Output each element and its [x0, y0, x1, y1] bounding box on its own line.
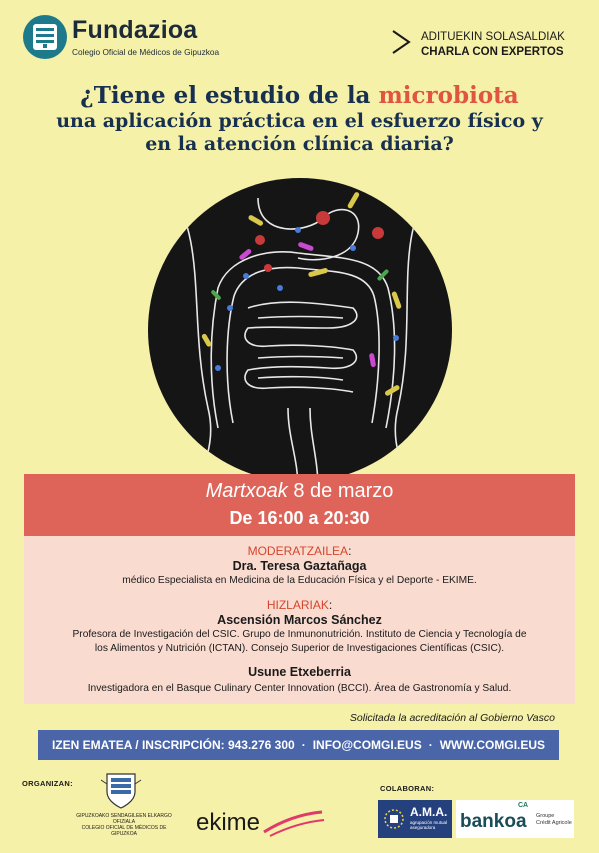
ama-logo: [378, 800, 452, 838]
separator: ·: [301, 738, 306, 752]
speakers-panel: [24, 536, 575, 704]
registration-phone[interactable]: IZEN EMATEA / INSCRIPCIÓN: 943.276 300: [51, 738, 295, 752]
moderator-name: Dra. Teresa Gaztañaga: [232, 559, 367, 573]
ama-name: A.M.A.: [410, 805, 448, 819]
bankoa-subtitle: Groupe Crédit Agricole: [536, 813, 572, 826]
speaker-role: Investigadora en el Basque Culinary Center Innovation (BCCI). Área de Gastronomía y Salud.: [87, 683, 512, 694]
chevron-right-icon: [390, 29, 412, 55]
accreditation-note: Solicitada la acreditación al Gobierno Vasco: [349, 712, 555, 724]
organizers-label: ORGANIZAN:: [22, 779, 73, 788]
event-title: [20, 82, 579, 156]
event-date-eu: Martxoak: [205, 480, 288, 502]
speaker-role: Profesora de Investigación del CSIC. Grupo de Inmunonutrición. Instituto de Ciencia y Tecnología de: [72, 629, 527, 640]
contact-bar: [38, 730, 559, 760]
bankoa-name: bankoa: [460, 811, 527, 832]
speakers-label: HIZLARIAK:: [266, 598, 333, 612]
title-highlight: microbiota: [378, 82, 519, 109]
college-crest-icon: [99, 770, 143, 810]
fundazioa-logo-icon: [22, 14, 68, 60]
bankoa-ca-mark: CA: [518, 802, 529, 809]
speaker-name: Usune Etxeberria: [248, 665, 351, 679]
event-date-es: 8 de marzo: [293, 480, 394, 502]
title-line1: ¿Tiene el estudio de la: [80, 82, 379, 109]
brand-subtitle: Colegio Oficial de Médicos de Gipuzkoa: [72, 47, 220, 57]
bankoa-logo: [456, 800, 574, 838]
speaker-name: Ascensión Marcos Sánchez: [217, 613, 382, 627]
college-caption: GIPUZKOAKO SENDAGILEEN ELKARGO OFIZIALA COLEGIO OFICIAL DE MÉDICOS DE GIPUZKOA: [76, 813, 172, 837]
event-date: [24, 480, 575, 503]
title-line3: en la atención clínica diaria?: [145, 133, 454, 155]
moderator-role: médico Especialista en Medicina de la Educación Física y el Deporte - EKIME.: [122, 575, 477, 586]
website-link[interactable]: WWW.COMGI.EUS: [439, 738, 546, 752]
series-title-eu: ADITUEKIN SOLASALDIAK: [421, 31, 565, 43]
collaborators-label: COLABORAN:: [380, 784, 435, 793]
title-line2: una aplicación práctica en el esfuerzo físico y: [56, 110, 543, 132]
ekime-logo-text: ekime: [196, 809, 261, 836]
moderator-label: MODERATZAILEA:: [247, 544, 352, 558]
event-time: De 16:00 a 20:30: [229, 508, 370, 528]
brand-name: Fundazioa: [72, 16, 198, 44]
speaker-role: los Alimentos y Nutrición (ICTAN). Consejo Superior de Investigaciones Científicas (CSIC).: [94, 643, 505, 654]
ama-emblem-icon: [382, 807, 406, 831]
separator: ·: [428, 738, 433, 752]
ama-subtitle: agrupación mutual aseguradora: [410, 820, 448, 830]
contact-email-link[interactable]: INFO@COMGI.EUS: [312, 738, 422, 752]
ekime-logo: [190, 802, 330, 842]
intestine-illustration: [148, 178, 452, 482]
date-band: [24, 474, 575, 536]
series-title-es: CHARLA CON EXPERTOS: [421, 46, 564, 58]
